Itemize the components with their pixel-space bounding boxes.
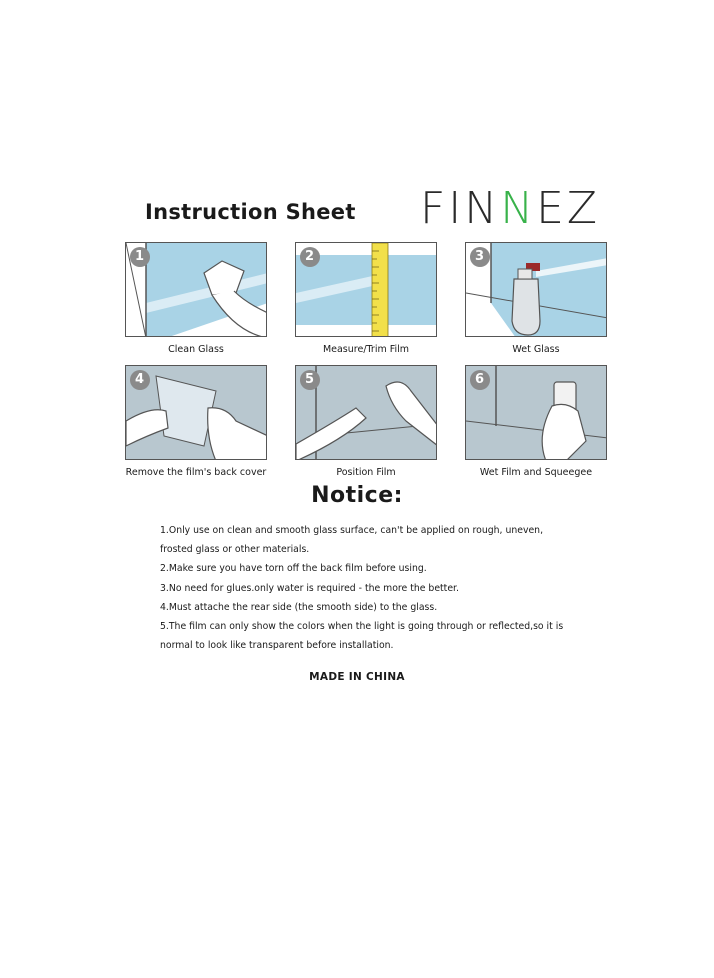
step-6	[465, 365, 607, 478]
step-4	[125, 365, 267, 478]
step-5-number: 5	[305, 372, 315, 387]
notice-line: 3.No need for glues.only water is required - the more the better.	[160, 582, 459, 594]
notice-line: 2.Make sure you have torn off the back film before using.	[160, 563, 427, 575]
notice-line: normal to look like transparent before installation.	[160, 640, 394, 652]
made-in-label: MADE IN CHINA	[309, 671, 405, 683]
notice-line: 5.The film can only show the colors when the light is going through or reflected,so it is	[160, 620, 564, 632]
brand-part-2: N	[500, 183, 537, 234]
step-2	[295, 242, 437, 355]
step-3-number: 3	[475, 249, 485, 264]
notice-title: Notice:	[311, 483, 403, 508]
step-6-illustration	[465, 365, 607, 460]
step-6-number: 6	[475, 372, 485, 387]
instruction-sheet-title: Instruction Sheet	[145, 200, 356, 224]
step-2-label: Measure/Trim Film	[322, 344, 410, 355]
brand-logo	[420, 183, 600, 234]
notice-line: 1.Only use on clean and smooth glass surface, can't be applied on rough, uneven,	[160, 525, 544, 536]
step-3-illustration	[465, 242, 607, 337]
notice-line: 4.Must attache the rear side (the smooth side) to the glass.	[160, 601, 438, 613]
step-4-illustration	[125, 365, 267, 460]
step-6-label: Wet Film and Squeegee	[479, 467, 593, 478]
brand-part-1: FIN	[420, 183, 501, 234]
brand-part-3: EZ	[536, 183, 601, 234]
step-5	[295, 365, 437, 478]
step-3-label: Wet Glass	[512, 344, 560, 355]
step-1-number: 1	[135, 249, 145, 264]
step-4-number: 4	[135, 372, 145, 387]
step-1-illustration	[125, 242, 267, 337]
notice-list	[160, 521, 590, 655]
notice-line: frosted glass or other materials.	[160, 544, 310, 556]
step-2-illustration	[295, 242, 437, 337]
step-2-number: 2	[305, 249, 315, 264]
step-4-label: Remove the film's back cover	[125, 467, 267, 478]
step-5-label: Position Film	[336, 467, 396, 478]
step-1-label: Clean Glass	[168, 344, 224, 355]
step-5-illustration	[295, 365, 437, 460]
step-3	[465, 242, 607, 355]
step-1	[125, 242, 267, 355]
